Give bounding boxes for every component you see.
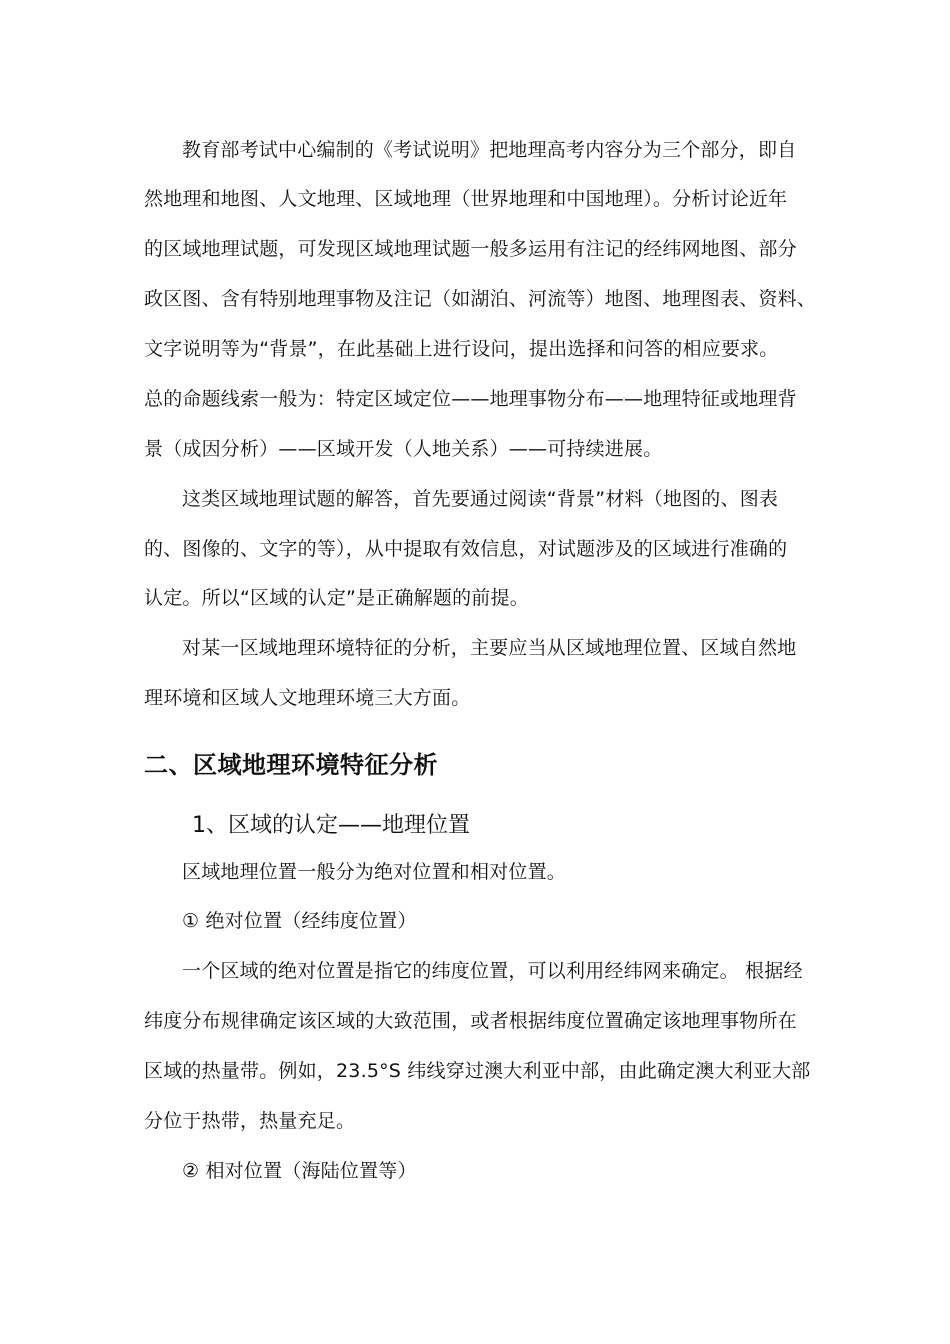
paragraph-line: 的、图像的、文字的等），从中提取有效信息，对试题涉及的区域进行准确的 [144, 538, 788, 560]
list-item-heading: ② 相对位置（海陆位置等） [182, 1160, 417, 1182]
paragraph-line: 然地理和地图、人文地理、区域地理（世界地理和中国地理）。分析讨论近年 [144, 188, 788, 210]
paragraph-line: 的区域地理试题，可发现区域地理试题一般多运用有注记的经纬网地图、部分 [144, 238, 797, 260]
paragraph-line: 区域地理位置一般分为绝对位置和相对位置。 [182, 861, 567, 883]
paragraph-line: 政区图、含有特别地理事物及注记（如湖泊、河流等）地图、地理图表、资料、 [144, 288, 817, 310]
paragraph-line: 总的命题线索一般为：特定区域定位——地理事物分布——地理特征或地理背 [144, 388, 797, 410]
paragraph-line: 区域的热量带。例如，23.5°S 纬线穿过澳大利亚中部，由此确定澳大利亚大部 [144, 1060, 811, 1082]
paragraph-line: 对某一区域地理环境特征的分析，主要应当从区域地理位置、区域自然地 [182, 637, 797, 659]
paragraph-line: 一个区域的绝对位置是指它的纬度位置，可以利用经纬网来确定。 根据经 [182, 960, 803, 982]
paragraph-line: 分位于热带，热量充足。 [144, 1110, 356, 1132]
paragraph-line: 文字说明等为“背景”，在此基础上进行设问，提出选择和问答的相应要求。 [144, 338, 779, 360]
paragraph-line: 理环境和区域人文地理环境三大方面。 [144, 687, 471, 709]
section-heading: 二、区域地理环境特征分析 [144, 751, 438, 779]
paragraph-line: 景（成因分析）——区域开发（人地关系）——可持续进展。 [144, 438, 663, 460]
list-item-heading: ① 绝对位置（经纬度位置） [182, 910, 417, 932]
subsection-heading: 1、区域的认定——地理位置 [192, 813, 470, 838]
paragraph-line: 教育部考试中心编制的《考试说明》把地理高考内容分为三个部分，即自 [182, 139, 797, 161]
paragraph-line: 认定。所以“区域的认定”是正确解题的前提。 [144, 587, 529, 609]
paragraph-line: 纬度分布规律确定该区域的大致范围，或者根据纬度位置确定该地理事物所在 [144, 1010, 797, 1032]
paragraph-line: 这类区域地理试题的解答，首先要通过阅读“背景”材料（地图的、图表 [182, 488, 779, 510]
